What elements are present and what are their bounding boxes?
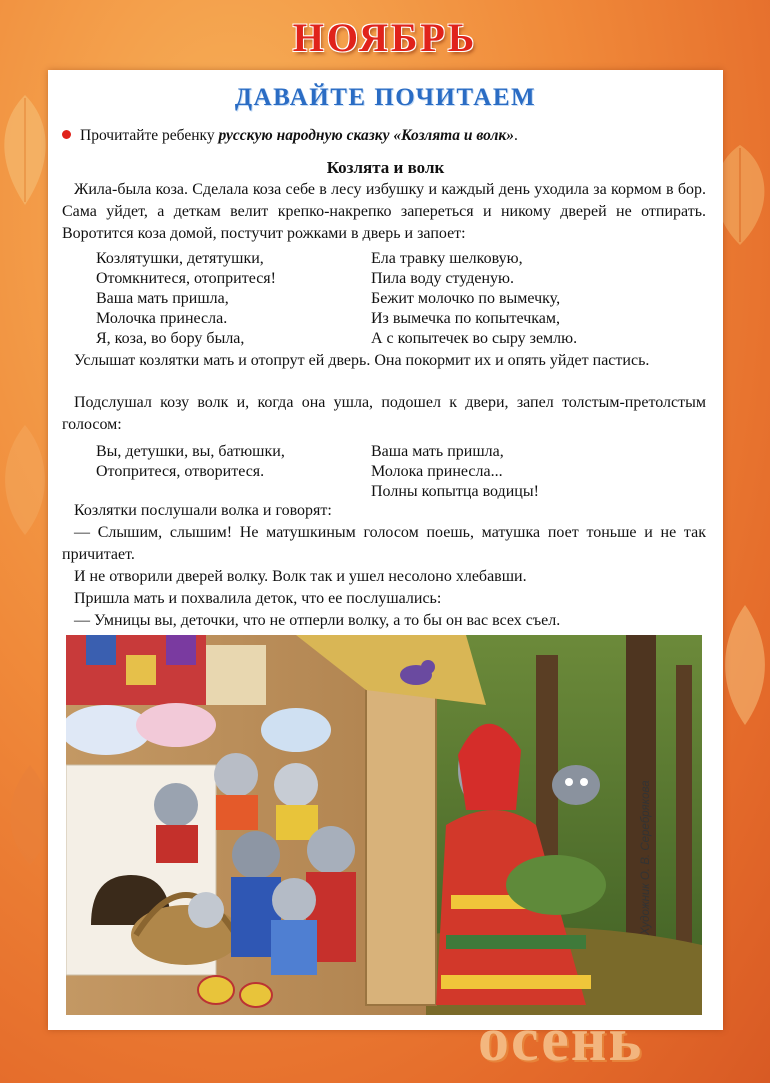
story-paragraph: Жила-была коза. Сделала коза себе в лесу избушку и каждый день уходила за кормом в бор. Сама уйдет, а деткам велит крепко-накрепко запереться и никому дверей не отпирать. Воротится коза домой, постучит рожками в дверь и запоет:: [62, 181, 706, 242]
story-paragraph: Подслушал козу волк и, когда она ушла, подошел к двери, запел толстым-претолстым голосом:: [62, 394, 706, 433]
verse-right: [371, 249, 577, 349]
illustrator-credit: Художник О. В. Серебрякова: [640, 780, 652, 935]
month-title: НОЯБРЬ: [292, 15, 478, 60]
verse-line: Бежит молочко по вымечку,: [371, 290, 561, 307]
verse-line: А с копытечек во сыру землю.: [371, 330, 578, 347]
verse-line: Ваша мать пришла,: [96, 290, 229, 307]
verse-line: Полны копытца водицы!: [371, 483, 539, 500]
season-label: осень: [478, 1006, 644, 1074]
verse-line: Ваша мать пришла,: [371, 443, 504, 460]
verse-line: Молочка принесла.: [96, 310, 228, 327]
intro-line: [62, 127, 518, 145]
verse-line: Вы, детушки, вы, батюшки,: [96, 443, 285, 460]
intro-prefix: Прочитайте ребенку: [80, 127, 219, 144]
verse-right: [371, 442, 539, 502]
verse-line: Молока принесла...: [371, 463, 503, 480]
wolf-icon: [552, 765, 600, 805]
story-title: Козлята и волк: [326, 158, 445, 177]
bullet-icon: [62, 130, 71, 139]
verse-left: [96, 442, 285, 482]
story-paragraph: — Слышим, слышим! Не матушкиным голосом поешь, матушка поет тоньше и не так причитает.: [62, 524, 706, 563]
verse-line: Отопритеся, отворитеся.: [96, 463, 265, 480]
intro-suffix: .: [514, 127, 518, 144]
story-paragraph: И не отворили дверей волку. Волк так и ушел несолоно хлебавши.: [74, 568, 527, 585]
autumn-leaf-icon: [715, 600, 770, 730]
story-paragraph: Пришла мать и похвалила деток, что ее послушались:: [74, 590, 442, 607]
verse-line: Ела травку шелковую,: [371, 250, 523, 267]
content-panel: [48, 70, 723, 1030]
story-paragraph: — Умницы вы, деточки, что не отперли волку, а то бы он вас всех съел.: [74, 612, 561, 629]
section-title: ДАВАЙТЕ ПОЧИТАЕМ: [234, 84, 537, 111]
verse-line: Из вымечка по копытечкам,: [371, 310, 561, 327]
intro-emphasis: русскую народную сказку «Козлята и волк»: [218, 127, 515, 144]
goat-kid-icon: [271, 878, 317, 975]
story-paragraph: Козлятки послушали волка и говорят:: [74, 502, 332, 519]
verse-line: Козлятушки, детятушки,: [96, 250, 264, 267]
autumn-leaf-icon: [0, 420, 55, 540]
story-paragraph: Услышат козлятки мать и отопрут ей дверь. Она покормит их и опять уйдет пастись.: [74, 352, 650, 369]
story-illustration: [66, 635, 702, 1015]
verse-left: [96, 249, 276, 349]
verse-line: Пила воду студеную.: [371, 270, 514, 287]
quilt-icon: [66, 635, 266, 705]
verse-line: Я, коза, во бору была,: [96, 330, 245, 347]
verse-line: Отомкнитеся, отопритеся!: [96, 270, 276, 287]
goat-kid-icon: [188, 892, 224, 928]
